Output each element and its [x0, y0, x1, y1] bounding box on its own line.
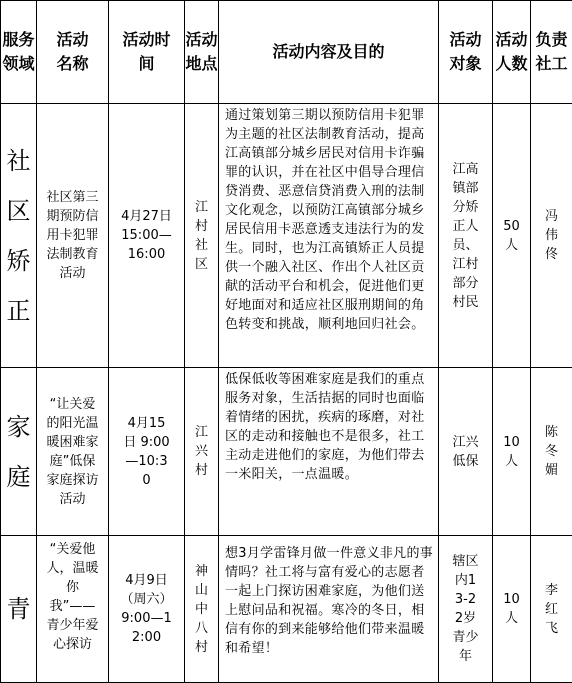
- domain-cell: 社区矫正: [1, 104, 37, 368]
- staff-cell: 陈冬媚: [531, 368, 572, 536]
- domain-cell: 家庭: [1, 368, 37, 536]
- header-name: 活动名称: [37, 1, 109, 104]
- staff-cell: 冯伟佟: [531, 104, 572, 368]
- activity-time-cell: 4月27日 15:00—16:00: [109, 104, 185, 368]
- activity-time-cell: 4月9日（周六）9:00—12:00: [109, 536, 185, 683]
- activity-place-cell: 神山中八村: [185, 536, 219, 683]
- header-staff: 负责社工: [531, 1, 572, 104]
- header-count: 活动人数: [493, 1, 531, 104]
- activity-target-cell: 江高镇部分矫正人员、江村部分村民: [439, 104, 493, 368]
- header-domain: 服务领域: [1, 1, 37, 104]
- activity-name-cell: 社区第三期预防信用卡犯罪法制教育活动: [37, 104, 109, 368]
- activity-target-cell: 江兴低保: [439, 368, 493, 536]
- activity-count-cell: 10人: [493, 536, 531, 683]
- table-row: [1, 536, 572, 683]
- activity-content-cell: 想3月学雷锋月做一件意义非凡的事情吗？社工将与富有爱心的志愿者一起上门探访困难家庭，为他们送上慰问品和祝福。寒冷的冬日，相信有你的到来能够给他们带来温暖和希望！: [219, 536, 439, 683]
- header-place: 活动地点: [185, 1, 219, 104]
- activity-place-cell: 江兴村: [185, 368, 219, 536]
- activity-place-cell: 江村社区: [185, 104, 219, 368]
- activity-name-cell: “让关爱的阳光温暖困难家庭”低保家庭探访活动: [37, 368, 109, 536]
- header-row: [1, 1, 572, 104]
- header-content: 活动内容及目的: [219, 1, 439, 104]
- activity-target-cell: 辖区内13-22岁青少年: [439, 536, 493, 683]
- activity-count-cell: 10人: [493, 368, 531, 536]
- domain-cell: 青: [1, 536, 37, 683]
- table-row: [1, 104, 572, 368]
- activity-content-cell: 低保低收等困难家庭是我们的重点服务对象，生活拮据的同时也面临着情绪的困扰，疾病的琢磨，对社区的走动和接触也不是很多，社工主动走进他们的家庭，为他们带去一米阳关，一点温暖。: [219, 368, 439, 536]
- header-time: 活动时间: [109, 1, 185, 104]
- header-target: 活动对象: [439, 1, 493, 104]
- staff-cell: 李红飞: [531, 536, 572, 683]
- table-row: [1, 368, 572, 536]
- activity-count-cell: 50人: [493, 104, 531, 368]
- activity-name-cell: “关爱他人，温暖你我”——青少年爱心探访: [37, 536, 109, 683]
- activity-content-cell: 通过策划第三期以预防信用卡犯罪为主题的社区法制教育活动，提高江高镇部分城乡居民对信用卡诈骗罪的认识，并在社区中倡导合理信贷消费、恶意信贷消费入刑的法制文化观念，以预防江高镇部分城乡居民信用卡恶意透支违法行为的发生。同时，也为江高镇矫正人员提供一个融入社区、作出个人社区贡献的活动平台和机会，促进他们更好地面对和适应社区服刑期间的角色转变和挑战，顺利地回归社会。: [219, 104, 439, 368]
- activity-time-cell: 4月15日 9:00—10:30: [109, 368, 185, 536]
